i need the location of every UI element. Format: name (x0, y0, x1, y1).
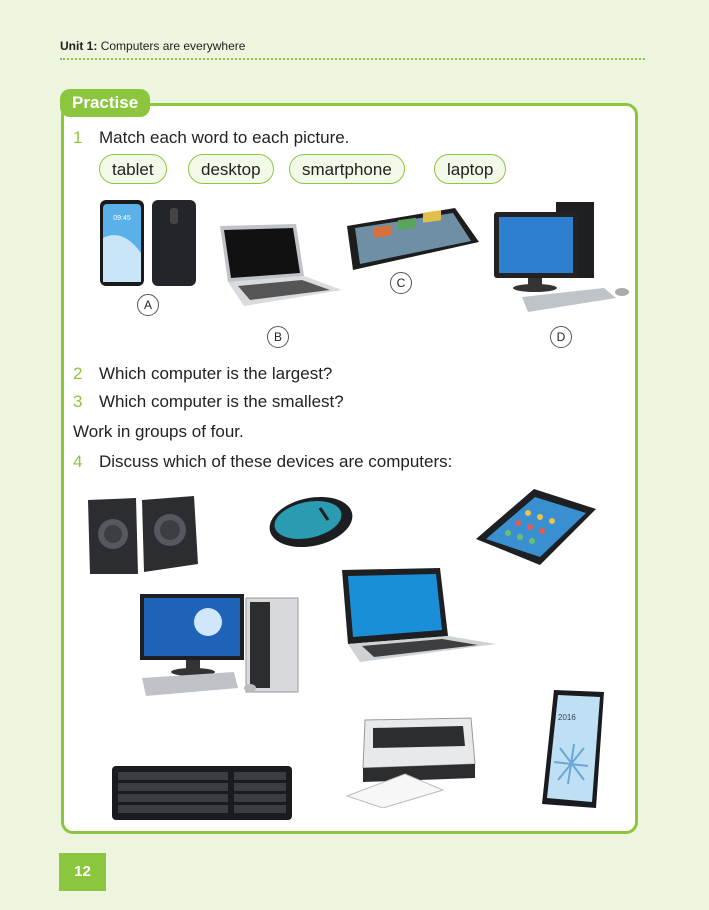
practise-tab: Practise (60, 89, 150, 117)
word-desktop: desktop (188, 154, 274, 184)
question-number: 2 (73, 364, 83, 383)
laptop-image (214, 220, 344, 310)
label-d: D (550, 326, 572, 348)
word-laptop: laptop (434, 154, 506, 184)
label-b: B (267, 326, 289, 348)
unit-title: Computers are everywhere (100, 39, 246, 53)
desktop-computer-image (138, 592, 302, 704)
question-3 (73, 392, 344, 412)
laptop-computer-image (338, 566, 498, 662)
unit-header (60, 39, 245, 53)
question-text: Match each word to each picture. (99, 128, 350, 147)
phone-date: 2016 (558, 713, 576, 722)
question-4 (73, 452, 452, 472)
question-number: 1 (73, 128, 83, 147)
word-smartphone: smartphone (289, 154, 405, 184)
group-instruction: Work in groups of four. (73, 422, 244, 441)
unit-label: Unit 1: (60, 39, 98, 53)
tablet-device-image (474, 487, 598, 567)
label-a: A (137, 294, 159, 316)
mouse-image (266, 494, 356, 550)
question-text: Which computer is the smallest? (99, 392, 344, 411)
desktop-image (492, 202, 632, 320)
label-c: C (390, 272, 412, 294)
header-divider (60, 58, 645, 60)
tablet-image (343, 206, 481, 272)
question-2 (73, 364, 332, 384)
word-tablet: tablet (99, 154, 167, 184)
keyboard-image (110, 764, 294, 822)
question-text: Discuss which of these devices are computers: (99, 452, 453, 471)
page-number: 12 (59, 853, 106, 891)
question-number: 4 (73, 452, 83, 471)
smartphone-image (98, 198, 198, 288)
question-number: 3 (73, 392, 83, 411)
smartphone-device-image (540, 688, 606, 810)
question-1 (73, 128, 349, 148)
question-text: Which computer is the largest? (99, 364, 333, 383)
phone-time: 09:45 (113, 215, 131, 222)
printer-image (345, 712, 479, 808)
speakers-image (86, 494, 202, 576)
